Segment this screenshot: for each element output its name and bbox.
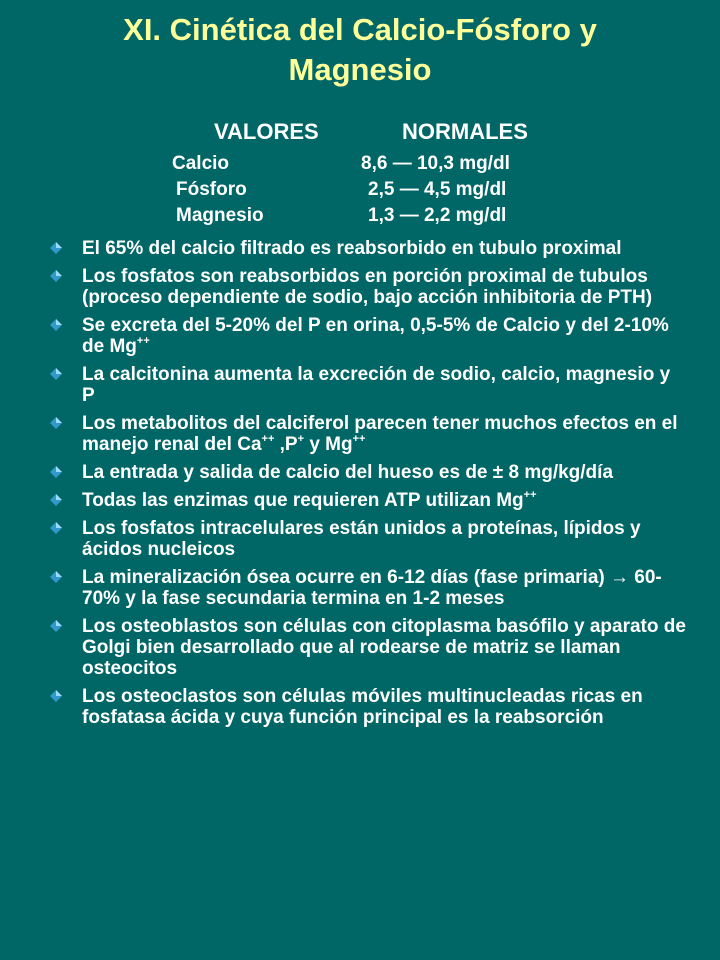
list-item xyxy=(48,462,688,483)
diamond-bullet-icon xyxy=(50,242,62,254)
value-range: 2,5 — 4,5 mg/dl xyxy=(368,179,507,200)
bullet-text: Se excreta del 5-20% del P en orina, 0,5-5% de Calcio y del 2-10% de Mg xyxy=(82,315,669,357)
superscript: ++ xyxy=(523,489,537,501)
bullet-text: Todas las enzimas que requieren ATP utilizan Mg xyxy=(82,490,524,511)
title-line-1: XI. Cinética del Calcio-Fósforo y xyxy=(123,12,597,47)
diamond-bullet-icon xyxy=(50,494,62,506)
diamond-bullet-icon xyxy=(50,690,62,702)
value-row-calcio xyxy=(0,151,720,177)
list-item xyxy=(48,266,688,308)
bullet-text: y Mg xyxy=(304,434,353,455)
bullet-text: Los osteoblastos son células con citoplasma basófilo y aparato de Golgi bien desarrollado que al rodearse de matriz se llaman osteocitos xyxy=(82,616,686,679)
value-name: Calcio xyxy=(172,153,230,174)
superscript: ++ xyxy=(136,335,150,347)
diamond-bullet-icon xyxy=(50,466,62,478)
bullet-text: Los fosfatos intracelulares están unidos a proteínas, lípidos y ácidos nucleicos xyxy=(82,518,641,560)
bullet-list xyxy=(48,238,688,735)
list-item xyxy=(48,315,688,357)
bullet-text: Los fosfatos son reabsorbidos en porción proximal de tubulos (proceso dependiente de sodio, bajo acción inhibitoria de PTH) xyxy=(82,266,653,308)
diamond-bullet-icon xyxy=(50,368,62,380)
heading-word-normales: NORMALES xyxy=(402,119,528,144)
value-row-fosforo xyxy=(0,177,720,203)
list-item xyxy=(48,490,688,511)
list-item xyxy=(48,413,688,455)
value-row-magnesio xyxy=(0,203,720,229)
bullet-text: La entrada y salida de calcio del hueso es de ± 8 mg/kg/día xyxy=(82,462,614,483)
value-name: Fósforo xyxy=(176,179,247,200)
value-range: 1,3 — 2,2 mg/dl xyxy=(368,205,507,226)
superscript: ++ xyxy=(352,433,366,445)
bullet-text: La mineralización ósea ocurre en 6-12 días (fase primaria) → 60-70% y la fase secundaria termina en 1-2 meses xyxy=(82,567,662,609)
superscript: ++ xyxy=(261,433,275,445)
superscript: + xyxy=(297,433,305,445)
bullet-text: El 65% del calcio filtrado es reabsorbido en tubulo proximal xyxy=(82,238,622,259)
title-line-2: Magnesio xyxy=(288,52,432,87)
slide-title xyxy=(0,10,720,90)
list-item xyxy=(48,567,688,609)
diamond-bullet-icon xyxy=(50,417,62,429)
value-name: Magnesio xyxy=(176,205,264,226)
value-range: 8,6 — 10,3 mg/dl xyxy=(361,153,510,174)
list-item xyxy=(48,518,688,560)
diamond-bullet-icon xyxy=(50,620,62,632)
list-item xyxy=(48,616,688,679)
bullet-text: La calcitonina aumenta la excreción de sodio, calcio, magnesio y P xyxy=(82,364,671,406)
bullet-text: Los metabolitos del calciferol parecen tener muchos efectos en el manejo renal del Ca xyxy=(82,413,678,455)
list-item xyxy=(48,686,688,728)
list-item xyxy=(48,364,688,406)
bullet-text: Los osteoclastos son células móviles multinucleadas ricas en fosfatasa ácida y cuya función principal es la reabsorción xyxy=(82,686,643,728)
list-item xyxy=(48,238,688,259)
diamond-bullet-icon xyxy=(50,571,62,583)
diamond-bullet-icon xyxy=(50,522,62,534)
normal-values-table xyxy=(0,151,720,229)
heading-word-valores: VALORES xyxy=(214,119,319,144)
diamond-bullet-icon xyxy=(50,319,62,331)
bullet-text: ,P xyxy=(274,434,298,455)
diamond-bullet-icon xyxy=(50,270,62,282)
